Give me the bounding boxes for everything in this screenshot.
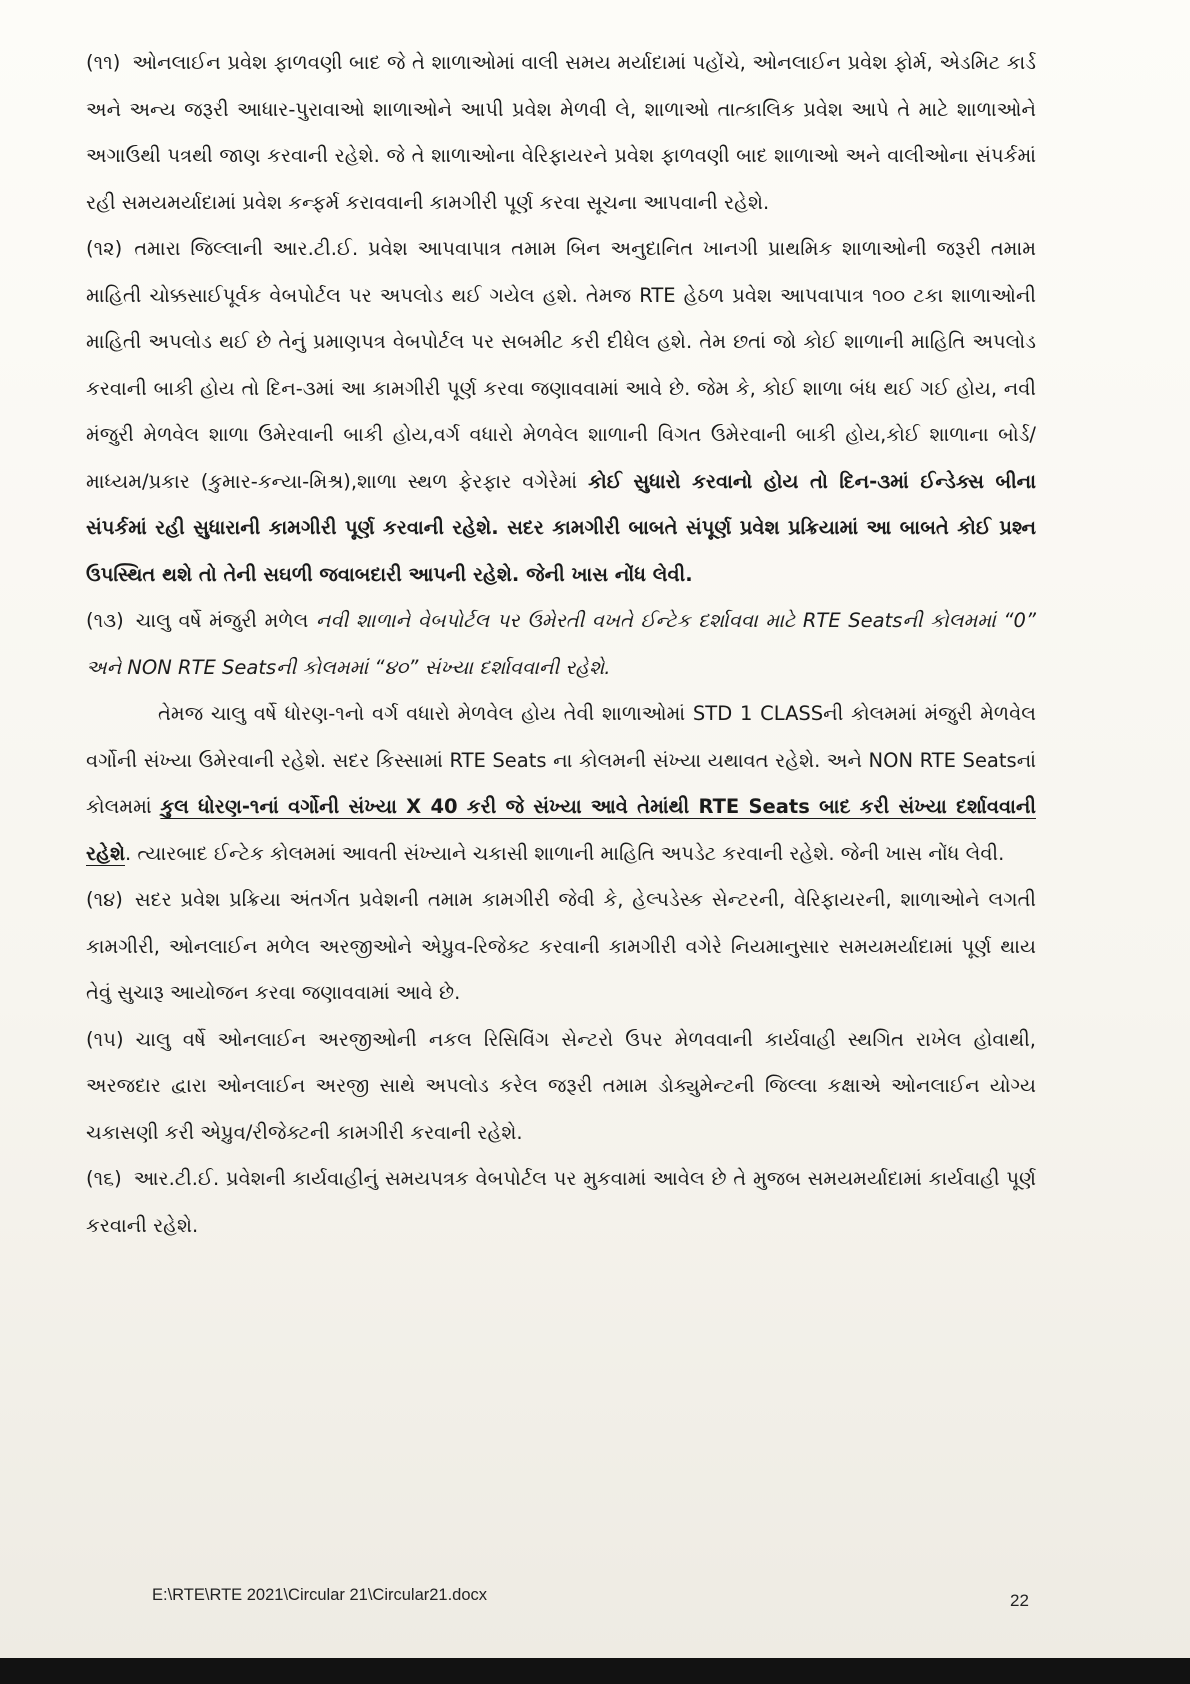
paragraph-number: (૧૩) xyxy=(86,609,124,632)
paragraph-text: ચાલુ વર્ષે ઓનલાઈન અરજીઓની નકલ રિસિવિંગ સેન્ટરો ઉપર મેળવવાની કાર્યવાહી સ્થગિત રાખેલ હોવાથી, અરજદાર દ્વારા ઓનલાઈન અરજી સાથે અપલોડ કરેલ જરૂરી તમામ ડોક્યુમેન્ટની જિલ્લા કક્ષાએ ઓનલાઈન યોગ્ય ચકાસણી કરી એપ્રુવ/રીજેક્ટની કામગીરી કરવાની રહેશે. xyxy=(86,1027,1036,1144)
paragraph-text: તેમજ ચાલુ વર્ષે ધોરણ-૧નો વર્ગ વધારો મેળવેલ હોય તેવી શાળાઓમાં STD 1 CLASSની કોલમમાં મંજુરી મેળવેલ વર્ગોની સંખ્યા ઉમેરવાની રહેશે. સદર કિસ્સામાં RTE Seats ના કોલમની સંખ્યા યથાવત રહેશે. અને NON RTE Seatsનાં કોલમમાં xyxy=(86,702,1036,818)
paragraph-italic-text: નવી શાળાને વેબપોર્ટલ પર ઉમેરતી વખતે ઈન્ટેક દર્શાવવા માટે RTE Seatsની કોલમમાં “0” અને NON RTE Seatsની કોલમમાં “૪૦” સંખ્યા દર્શાવવાની રહેશે. xyxy=(86,609,1036,679)
page-number: 22 xyxy=(1010,1591,1029,1610)
paragraph-12 xyxy=(86,226,1036,598)
paragraph-text: ઓનલાઈન પ્રવેશ ફાળવણી બાદ જે તે શાળાઓમાં વાલી સમય મર્યાદામાં પહોંચે, ઓનલાઈન પ્રવેશ ફોર્મ, એડમિટ કાર્ડ અને અન્ય જરૂરી આધાર-પુરાવાઓ શાળાઓને આપી પ્રવેશ મેળવી લે, શાળાઓ તાત્કાલિક પ્રવેશ આપે તે માટે શાળાઓને અગાઉથી પત્રથી જાણ કરવાની રહેશે. જે તે શાળાઓના વેરિફાયરને પ્રવેશ ફાળવણી બાદ શાળાઓ અને વાલીઓના સંપર્કમાં રહી સમયમર્યાદામાં પ્રવેશ કન્ફર્મ કરાવવાની કામગીરી પૂર્ણ કરવા સૂચના આપવાની રહેશે. xyxy=(86,51,1036,214)
paragraph-number: (૧૪) xyxy=(86,888,123,911)
paragraph-text: આર.ટી.ઈ. પ્રવેશની કાર્યવાહીનું સમયપત્રક વેબપોર્ટલ પર મુકવામાં આવેલ છે તે મુજબ સમયમર્યાદામાં કાર્યવાહી પૂર્ણ કરવાની રહેશે. xyxy=(86,1167,1036,1237)
paragraph-16 xyxy=(86,1156,1036,1249)
paragraph-number: (૧૨) xyxy=(86,237,123,260)
footer-file-path: E:\RTE\RTE 2021\Circular 21\Circular21.docx xyxy=(152,1586,488,1604)
paragraph-text: ચાલુ વર્ષે મંજુરી મળેલ xyxy=(135,609,316,632)
paragraph-bold-underlined-text: કુલ ધોરણ-૧નાં વર્ગોની સંખ્યા X 40 કરી જે સંખ્યા આવે તેમાંથી RTE Seats બાદ કરી સંખ્યા દર્શાવવાની રહેશે xyxy=(86,795,1036,865)
paragraph-13 xyxy=(86,598,1036,691)
paragraph-bold-text: કોઈ સુધારો કરવાનો હોય તો દિન-૩માં ઈન્ડેક્સ બીના સંપર્કમાં રહી સુધારાની કામગીરી પૂર્ણ કરવાની રહેશે. સદર કામગીરી બાબતે સંપૂર્ણ પ્રવેશ પ્રક્રિયામાં આ બાબતે કોઈ પ્રશ્ન ઉપસ્થિત થશે તો તેની સઘળી જવાબદારી આપની રહેશે. જેની ખાસ નોંધ લેવી. xyxy=(86,469,1036,586)
paragraph-number: (૧૧) xyxy=(86,51,121,74)
paragraph-number: (૧૫) xyxy=(86,1027,124,1051)
paragraph-text: સદર પ્રવેશ પ્રક્રિયા અંતર્ગત પ્રવેશની તમામ કામગીરી જેવી કે, હેલ્પડેસ્ક સેન્ટરની, વેરિફાયરની, શાળાઓને લગતી કામગીરી, ઓનલાઈન મળેલ અરજીઓને એપ્રુવ-રિજેક્ટ કરવાની કામગીરી વગેરે નિયમાનુસાર સમયમર્યાદામાં પૂર્ણ થાય તેવું સુચારૂ આયોજન કરવા જણાવવામાં આવે છે. xyxy=(86,888,1036,1004)
paragraph-tail-text: . ત્યારબાદ ઈન્ટેક કોલમમાં આવતી સંખ્યાને ચકાસી શાળાની માહિતિ અપડેટ કરવાની રહેશે. જેની ખાસ નોંધ લેવી. xyxy=(124,841,1005,865)
paragraph-14 xyxy=(86,877,1036,1017)
page-bottom-shadow xyxy=(0,1658,1190,1684)
document-body xyxy=(86,40,1036,1249)
paragraph-13-continued xyxy=(86,691,1036,877)
paragraph-15 xyxy=(86,1017,1036,1157)
paragraph-text: તમારા જિલ્લાની આર.ટી.ઈ. પ્રવેશ આપવાપાત્ર તમામ બિન અનુદાનિત ખાનગી પ્રાથમિક શાળાઓની જરૂરી તમામ માહિતી ચોક્કસાઈપૂર્વક વેબપોર્ટલ પર અપલોડ થઈ ગયેલ હશે. તેમજ RTE હેઠળ પ્રવેશ આપવાપાત્ર ૧૦૦ ટકા શાળાઓની માહિતી અપલોડ થઈ છે તેનું પ્રમાણપત્ર વેબપોર્ટલ પર સબમીટ કરી દીધેલ હશે. તેમ છતાં જો કોઈ શાળાની માહિતિ અપલોડ કરવાની બાકી હોય તો દિન-૩માં આ કામગીરી પૂર્ણ કરવા જણાવવામાં આવે છે. જેમ કે, કોઈ શાળા બંધ થઈ ગઈ હોય, નવી મંજુરી મેળવેલ શાળા ઉમેરવાની બાકી હોય,વર્ગ વધારો મેળવેલ શાળાની વિગત ઉમેરવાની બાકી હોય,કોઈ શાળાના બોર્ડ/માધ્યમ/પ્રકાર (કુમાર-કન્યા-મિશ્ર),શાળા સ્થળ ફેરફાર વગેરેમાં xyxy=(86,237,1036,493)
paragraph-number: (૧૬) xyxy=(86,1167,122,1190)
paragraph-11 xyxy=(86,40,1036,226)
